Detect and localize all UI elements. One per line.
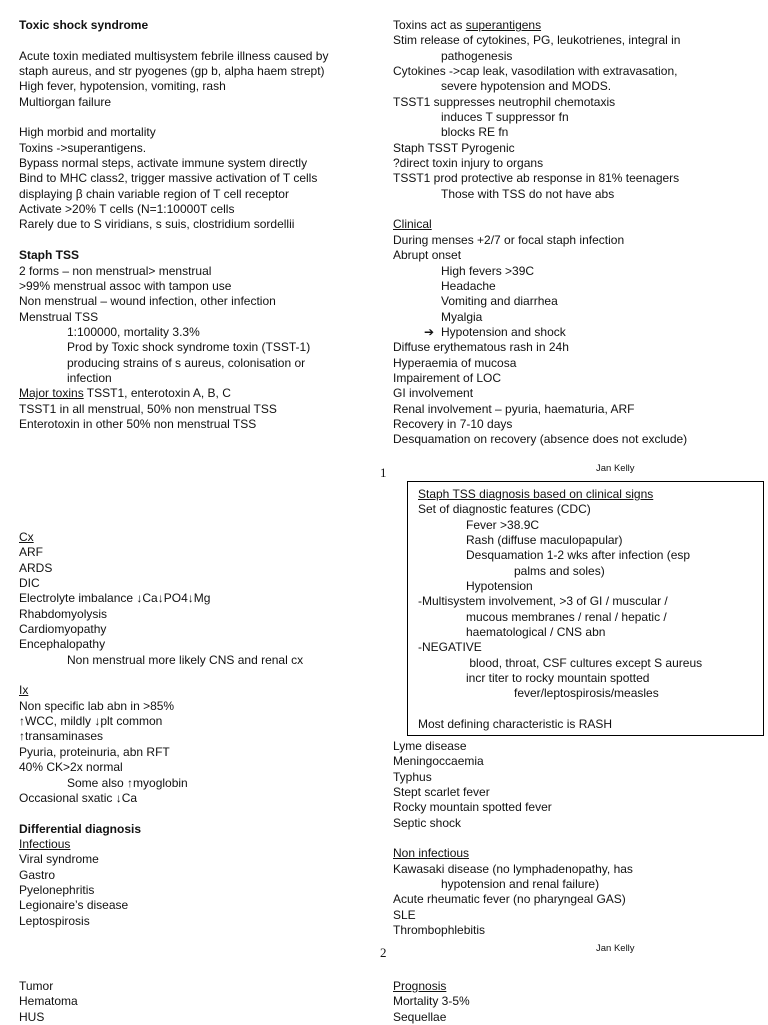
non-infectious-heading: Non infectious bbox=[393, 846, 470, 861]
morbid-line: Toxins ->superantigens. bbox=[19, 140, 147, 155]
mech-line: TSST1 prod protective ab response in 81% teenagers bbox=[393, 171, 680, 186]
infectious-heading: Infectious bbox=[19, 836, 71, 851]
right-column bbox=[393, 18, 763, 448]
infectious-item: Legionaire’s disease bbox=[19, 898, 129, 913]
infectious-item: Pyelonephritis bbox=[19, 882, 95, 897]
infectious-item: Gastro bbox=[19, 867, 56, 882]
page-title: Toxic shock syndrome bbox=[19, 18, 149, 32]
clinical-arrow-line bbox=[393, 325, 763, 340]
staph-line: Menstrual TSS bbox=[19, 309, 99, 324]
clinical-arrow-text: Hypotension and shock bbox=[441, 324, 566, 339]
left-column-lower bbox=[19, 530, 371, 929]
superantigens-word: superantigens bbox=[465, 18, 542, 32]
superantigens-line bbox=[393, 18, 763, 33]
box-line: -Multisystem involvement, >3 of GI / muscular / bbox=[418, 594, 668, 609]
prognosis-heading: Prognosis bbox=[393, 979, 447, 993]
clinical-indent-line: High fevers >39C bbox=[441, 263, 535, 278]
noninf-item: Thrombophlebitis bbox=[393, 923, 486, 938]
box-line: haematological / CNS abn bbox=[466, 625, 606, 640]
cx-item: Electrolyte imbalance ↓Ca↓PO4↓Mg bbox=[19, 591, 211, 606]
clinical-heading: Clinical bbox=[393, 217, 432, 232]
ix-item: Pyuria, proteinuria, abn RFT bbox=[19, 744, 170, 759]
ix-item: ↑WCC, mildly ↓plt common bbox=[19, 714, 163, 729]
clinical-indent-line: Myalgia bbox=[441, 309, 483, 324]
box-line: palms and soles) bbox=[514, 563, 605, 578]
ddx-item: Rocky mountain spotted fever bbox=[393, 800, 552, 815]
intro-line: Acute toxin mediated multisystem febrile illness caused by bbox=[19, 48, 329, 63]
ddx-item: Stept scarlet fever bbox=[393, 785, 490, 800]
cx-item: Rhabdomyolysis bbox=[19, 606, 108, 621]
box-line: mucous membranes / renal / hepatic / bbox=[466, 609, 667, 624]
right-column-tail bbox=[393, 979, 763, 1025]
ix-item: Non specific lab abn in >85% bbox=[19, 698, 175, 713]
box-line: Most defining characteristic is RASH bbox=[418, 717, 613, 732]
mech-line: TSST1 suppresses neutrophil chemotaxis bbox=[393, 94, 616, 109]
box-line: Rash (diffuse maculopapular) bbox=[466, 533, 623, 548]
clinical-line: During menses +2/7 or focal staph infection bbox=[393, 232, 625, 247]
mech-line: Staph TSST Pyrogenic bbox=[393, 140, 515, 155]
box-line: blood, throat, CSF cultures except S aureus bbox=[466, 655, 703, 670]
clinical-indent-line: Headache bbox=[441, 278, 496, 293]
clinical-line: Renal involvement – pyuria, haematuria, ARF bbox=[393, 401, 635, 416]
infectious-item: Leptospirosis bbox=[19, 913, 90, 928]
ix-item: 40% CK>2x normal bbox=[19, 760, 123, 775]
morbid-line: Bypass normal steps, activate immune system directly bbox=[19, 156, 308, 171]
noninf-item: Kawasaki disease (no lymphadenopathy, has bbox=[393, 861, 633, 876]
tail-item: Hematoma bbox=[19, 994, 78, 1009]
page-number: 1 bbox=[380, 465, 387, 480]
mech-line: induces T suppressor fn bbox=[441, 110, 569, 125]
staph-indent-line: producing strains of s aureus, colonisation or bbox=[67, 355, 306, 370]
ddx-item: Lyme disease bbox=[393, 739, 467, 753]
staph-tss-heading: Staph TSS bbox=[19, 248, 80, 263]
clinical-line: GI involvement bbox=[393, 386, 474, 401]
staph-line: >99% menstrual assoc with tampon use bbox=[19, 278, 232, 293]
mech-line: Stim release of cytokines, PG, leukotrienes, integral in bbox=[393, 33, 681, 48]
page-number: 2 bbox=[380, 945, 387, 960]
mech-line: pathogenesis bbox=[441, 48, 513, 63]
morbid-line: displaying β chain variable region of T cell receptor bbox=[19, 186, 289, 201]
intro-line: staph aureus, and str pyogenes (gp b, alpha haem strept) bbox=[19, 64, 325, 79]
cx-item: Cardiomyopathy bbox=[19, 622, 107, 637]
ix-indent: Some also ↑myoglobin bbox=[67, 775, 188, 790]
clinical-line: Recovery in 7-10 days bbox=[393, 416, 513, 431]
staph-indent-line: Prod by Toxic shock syndrome toxin (TSST-1) bbox=[67, 340, 311, 355]
diagnosis-criteria-box bbox=[407, 481, 764, 736]
cx-indent: Non menstrual more likely CNS and renal cx bbox=[67, 652, 304, 667]
morbid-line: Bind to MHC class2, trigger massive activation of T cells bbox=[19, 171, 318, 186]
mech-line: Cytokines ->cap leak, vasodilation with extravasation, bbox=[393, 64, 678, 79]
left-column bbox=[19, 18, 371, 432]
box-heading: Staph TSS diagnosis based on clinical signs bbox=[418, 487, 654, 501]
box-line: -NEGATIVE bbox=[418, 640, 482, 655]
box-line bbox=[418, 702, 763, 717]
major-toxins-line bbox=[19, 386, 371, 401]
box-line: incr titer to rocky mountain spotted bbox=[466, 671, 650, 686]
mech-line: Those with TSS do not have abs bbox=[441, 186, 615, 201]
arrow-icon: ➔ bbox=[423, 324, 435, 339]
tail-item: HUS bbox=[19, 1009, 45, 1024]
mech-line: severe hypotension and MODS. bbox=[441, 79, 612, 94]
superantigens-prefix: Toxins act as bbox=[393, 18, 466, 32]
clinical-line: Desquamation on recovery (absence does not exclude) bbox=[393, 432, 688, 447]
morbid-line: Activate >20% T cells (N=1:10000T cells bbox=[19, 202, 235, 217]
staph-indent-line: infection bbox=[67, 370, 112, 385]
morbid-line: Rarely due to S viridians, s suis, clostridium sordellii bbox=[19, 217, 295, 232]
differential-heading: Differential diagnosis bbox=[19, 821, 142, 836]
tsst-line: Enterotoxin in other 50% non menstrual TSS bbox=[19, 416, 257, 431]
tail-item: Tumor bbox=[19, 979, 54, 993]
cx-item: Encephalopathy bbox=[19, 637, 106, 652]
staph-line: 2 forms – non menstrual> menstrual bbox=[19, 263, 212, 278]
cx-item: ARDS bbox=[19, 560, 53, 575]
intro-line: High fever, hypotension, vomiting, rash bbox=[19, 79, 226, 94]
ix-item: Occasional sxatic ↓Ca bbox=[19, 790, 138, 805]
ddx-item: Septic shock bbox=[393, 815, 462, 830]
tsst-line: TSST1 in all menstrual, 50% non menstrual TSS bbox=[19, 401, 277, 416]
clinical-indent-line: Vomiting and diarrhea bbox=[441, 294, 558, 309]
cx-item: ARF bbox=[19, 545, 43, 560]
cx-heading: Cx bbox=[19, 530, 34, 544]
staph-indent-line: 1:100000, mortality 3.3% bbox=[67, 324, 200, 339]
author-footer: Jan Kelly bbox=[596, 463, 635, 474]
clinical-line: Diffuse erythematous rash in 24h bbox=[393, 340, 569, 355]
box-line: Fever >38.9C bbox=[466, 517, 540, 532]
ix-item: ↑transaminases bbox=[19, 729, 104, 744]
staph-line: Non menstrual – wound infection, other infection bbox=[19, 294, 276, 309]
right-column-lower bbox=[393, 739, 763, 938]
intro-line: Multiorgan failure bbox=[19, 94, 112, 109]
clinical-line: Abrupt onset bbox=[393, 248, 462, 263]
prognosis-item: Mortality 3-5% bbox=[393, 994, 470, 1009]
ddx-item: Meningoccaemia bbox=[393, 754, 484, 769]
box-line: Hypotension bbox=[466, 579, 533, 594]
ix-heading: Ix bbox=[19, 683, 29, 698]
infectious-item: Viral syndrome bbox=[19, 852, 99, 867]
box-line: fever/leptospirosis/measles bbox=[514, 686, 659, 701]
ddx-item: Typhus bbox=[393, 769, 432, 784]
noninf-item: hypotension and renal failure) bbox=[441, 877, 600, 892]
cx-item: DIC bbox=[19, 576, 40, 591]
clinical-line: Hyperaemia of mucosa bbox=[393, 355, 517, 370]
mech-line: ?direct toxin injury to organs bbox=[393, 156, 544, 171]
major-toxins-label: Major toxins bbox=[19, 386, 84, 401]
prognosis-item: Sequellae bbox=[393, 1009, 447, 1024]
left-column-tail bbox=[19, 979, 371, 1025]
clinical-line: Impairement of LOC bbox=[393, 370, 502, 385]
noninf-item: Acute rheumatic fever (no pharyngeal GAS) bbox=[393, 892, 626, 907]
morbid-line: High morbid and mortality bbox=[19, 125, 156, 140]
box-line: Desquamation 1-2 wks after infection (esp bbox=[466, 548, 691, 563]
major-toxins-text: TSST1, enterotoxin A, B, C bbox=[83, 386, 231, 401]
noninf-item: SLE bbox=[393, 907, 416, 922]
author-footer: Jan Kelly bbox=[596, 943, 635, 954]
mech-line: blocks RE fn bbox=[441, 125, 509, 140]
box-line: Set of diagnostic features (CDC) bbox=[418, 502, 591, 517]
